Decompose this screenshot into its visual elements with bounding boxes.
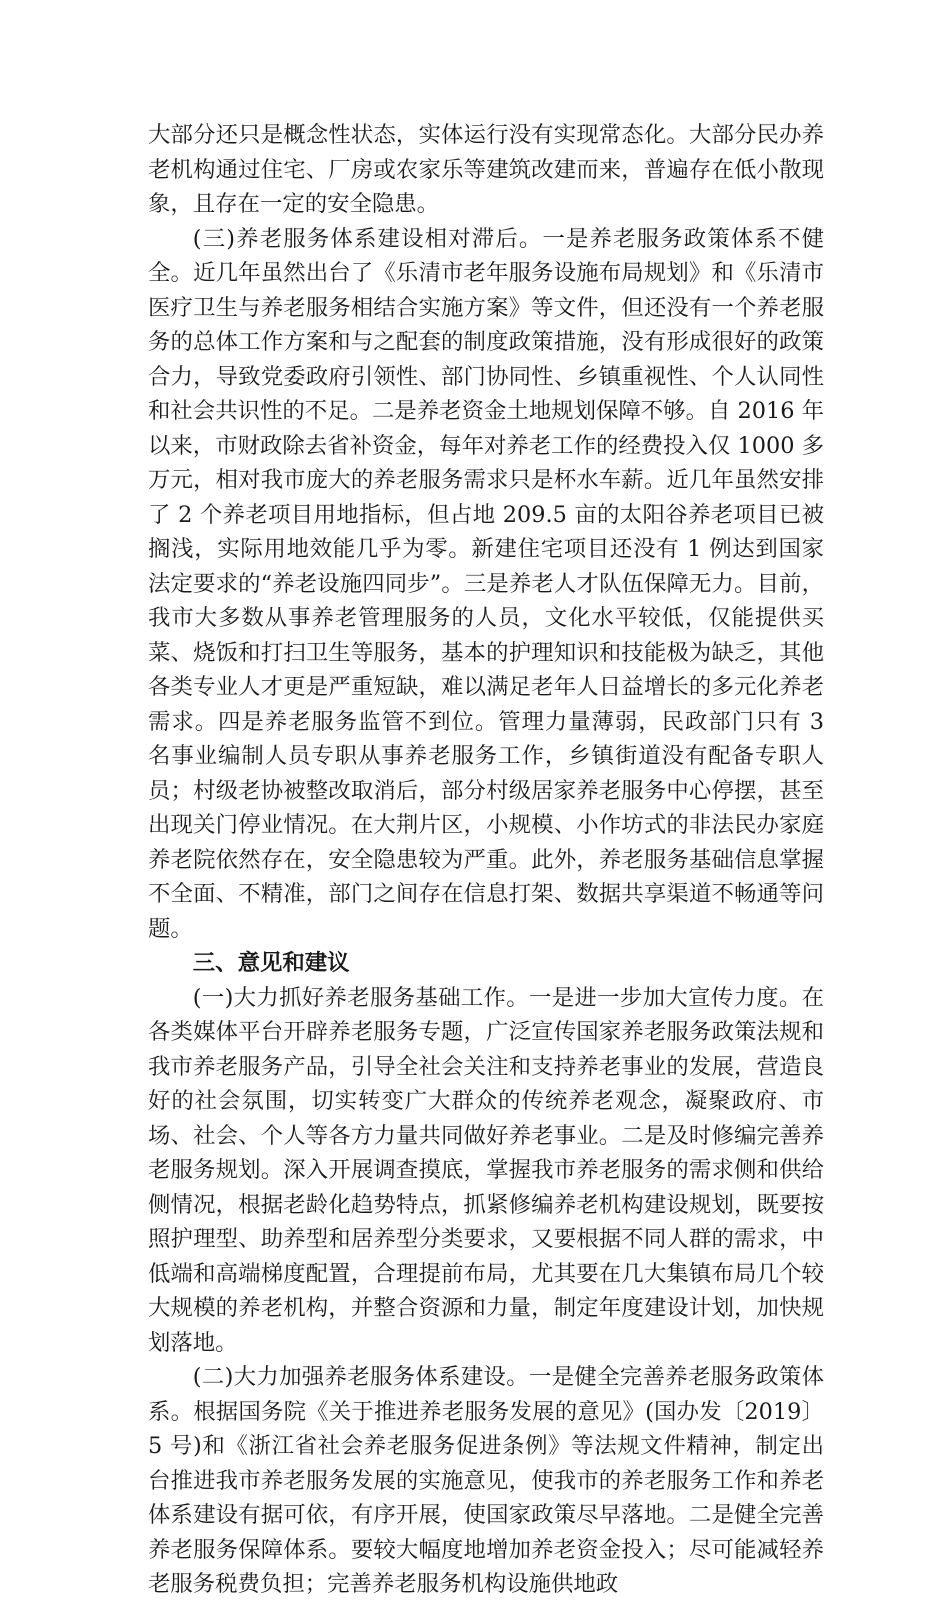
paragraph-service-system-lagging: (三)养老服务体系建设相对滞后。一是养老服务政策体系不健全。近几年虽然出台了《乐清市老年服务设施布局规划》和《乐清市医疗卫生与养老服务相结合实施方案》等文件，但还没有一个养老服务的总体工作方案和与之配套的制度政策措施，没有形成很好的政策合力，导致党委政府引领性、部门协同性、乡镇重视性、个人认同性和社会共识性的不足。二是养老资金土地规划保障不够。自 2016 年以来，市财政除去省补资金，每年对养老工作的经费投入仅 1000 多万元，相对我市庞大的养老服务需求只是杯水车薪。近几年虽然安排了 2 个养老项目用地指标，但占地 209.5 亩的太阳谷养老项目已被搁浅，实际用地效能几乎为零。新建住宅项目还没有 1 例达到国家法定要求的“养老设施四同步”。三是养老人才队伍保障无力。目前，我市大多数从事养老管理服务的人员，文化水平较低，仅能提供买菜、烧饭和打扫卫生等服务，基本的护理知识和技能极为缺乏，其他各类专业人才更是严重短缺，难以满足老年人日益增长的多元化养老需求。四是养老服务监管不到位。管理力量薄弱，民政部门只有 3 名事业编制人员专职从事养老服务工作，乡镇街道没有配备专职人员；村级老协被整改取消后，部分村级居家养老服务中心停摆，甚至出现关门停业情况。在大荆片区，小规模、小作坊式的非法民办家庭养老院依然存在，安全隐患较为严重。此外，养老服务基础信息掌握不全面、不精准，部门之间存在信息打架、数据共享渠道不畅通等问题。 — [148, 225, 824, 942]
section-heading-opinions: 三、意见和建议 — [192, 950, 350, 976]
paragraph-basic-work: (一)大力抓好养老服务基础工作。一是进一步加大宣传力度。在各类媒体平台开辟养老服务专题，广泛宣传国家养老服务政策法规和我市养老服务产品，引导全社会关注和支持养老事业的发展，营造良好的社会氛围，切实转变广大群众的传统养老观念，凝聚政府、市场、社会、个人等各方力量共同做好养老事业。二是及时修编完善养老服务规划。深入开展调查摸底，掌握我市养老服务的需求侧和供给侧情况，根据老龄化趋势特点，抓紧修编养老机构建设规划，既要按照护理型、助养型和居养型分类要求，又要根据不同人群的需求，中低端和高端梯度配置，合理提前布局，尤其要在几大集镇布局几个较大规模的养老机构，并整合资源和力量，制定年度建设计划，加快规划落地。 — [148, 984, 824, 1356]
paragraph-continuation: 大部分还只是概念性状态，实体运行没有实现常态化。大部分民办养老机构通过住宅、厂房或农家乐等建筑改建而来，普遍存在低小散现象，且存在一定的安全隐患。 — [148, 122, 824, 217]
document-page — [148, 118, 824, 1602]
paragraph-system-construction: (二)大力加强养老服务体系建设。一是健全完善养老服务政策体系。根据国务院《关于推进养老服务发展的意见》(国办发〔2019〕5 号)和《浙江省社会养老服务促进条例》等法规文件精神，制定出台推进我市养老服务发展的实施意见，使我市的养老服务工作和养老体系建设有据可依，有序开展，使国家政策尽早落地。二是健全完善养老服务保障体系。要较大幅度地增加养老资金投入；尽可能减轻养老服务税费负担；完善养老服务机构设施供地政 — [148, 1364, 824, 1597]
